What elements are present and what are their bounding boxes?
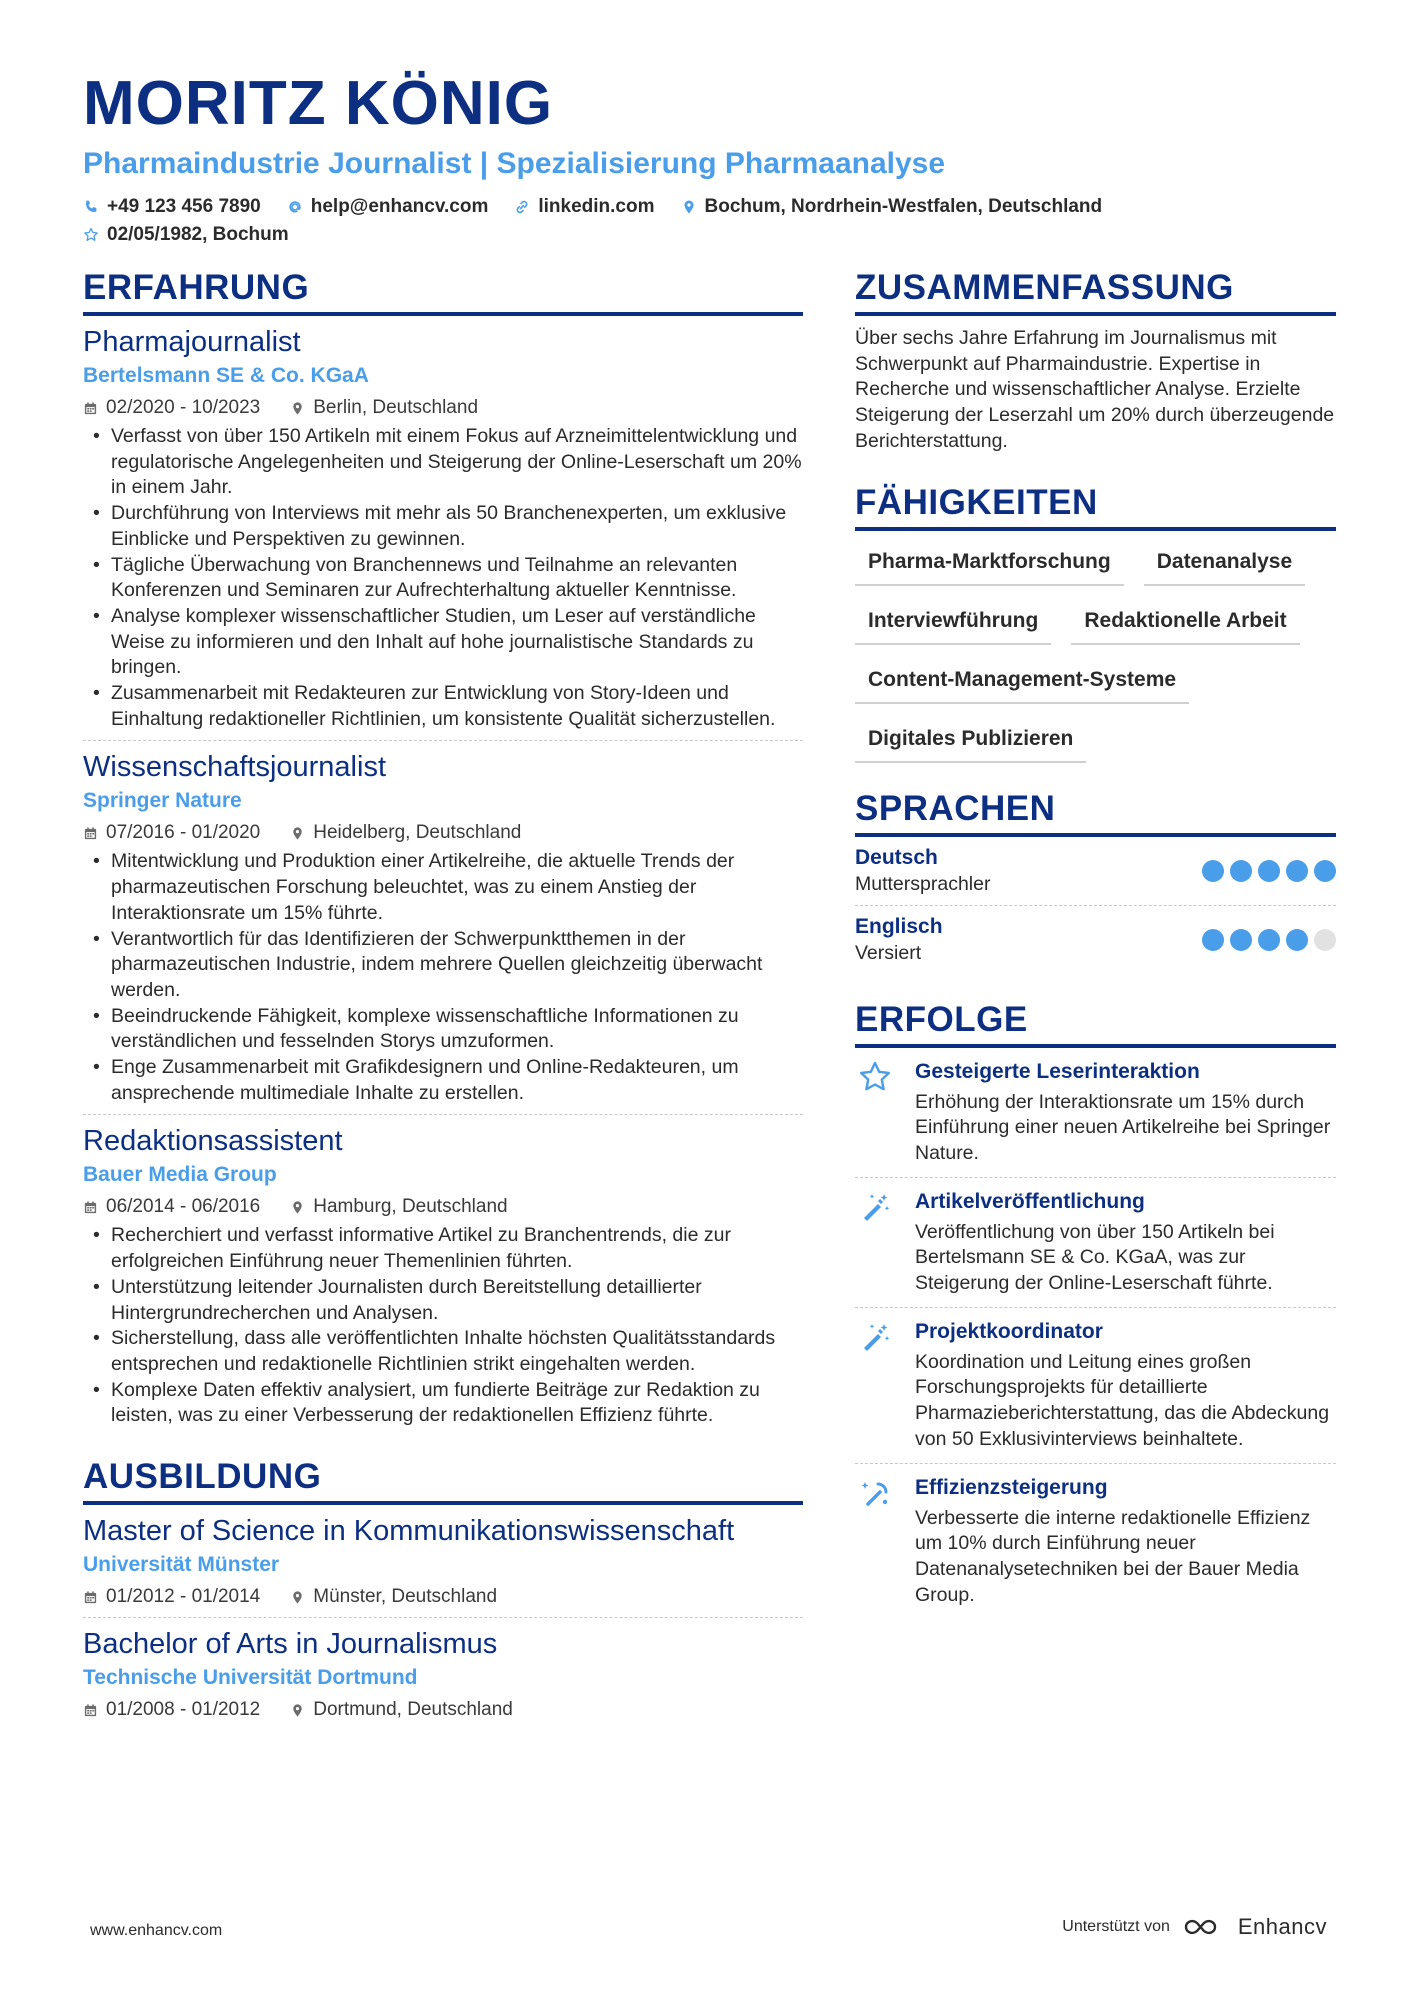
- school-name: Universität Münster: [83, 1553, 280, 1577]
- dates-text: 06/2014 - 06/2016: [106, 1196, 261, 1218]
- achievements-heading: ERFOLGE: [855, 1000, 1336, 1048]
- location-text: Münster, Deutschland: [313, 1586, 498, 1608]
- entry-location: [290, 821, 521, 845]
- languages-heading: SPRACHEN: [855, 789, 1336, 837]
- achievement-desc: Koordination und Leitung eines großen Forschungsprojekts für detaillierte Pharmazieberichterstattung, das die Abdeckung von 50 Exklusivinterviews beinhaltete.: [915, 1350, 1330, 1450]
- achievement-icon-wrap: [855, 1474, 895, 1609]
- bullet-item: • Beeindruckende Fähigkeit, komplexe wissenschaftliche Informationen zu verständlichen und fesselnden Storys umzuformen.: [83, 1004, 803, 1055]
- enhancv-brand: Enhancv: [1237, 1914, 1327, 1939]
- language-info: [855, 845, 990, 897]
- dates-text: 07/2016 - 01/2020: [106, 822, 261, 844]
- language-row: [855, 906, 1336, 974]
- entry-location: [290, 1585, 497, 1609]
- achievement-icon-wrap: [855, 1058, 895, 1167]
- achievement-title: Gesteigerte Leserinteraktion: [915, 1059, 1200, 1083]
- language-name: Englisch: [855, 914, 943, 938]
- job-bullets: [83, 424, 803, 732]
- experience-entry: [83, 316, 803, 741]
- education-heading: AUSBILDUNG: [83, 1457, 803, 1505]
- link-icon: [514, 199, 530, 215]
- email-text: help@enhancv.com: [310, 196, 489, 217]
- bullet-item: • Verantwortlich für das Identifizieren der Schwerpunktthemen in der pharmazeutischen Industrie, indem mehrere Quellen gleichzeitig überwacht werden.: [83, 927, 803, 1004]
- achievement-body: [915, 1058, 1336, 1167]
- footer-website[interactable]: www.enhancv.com: [90, 1922, 223, 1939]
- achievement-item: [855, 1048, 1336, 1178]
- school-name: Technische Universität Dortmund: [83, 1666, 418, 1690]
- summary-heading: ZUSAMMENFASSUNG: [855, 268, 1336, 316]
- calendar-icon: [83, 1200, 98, 1215]
- entry-dates: [83, 1698, 260, 1722]
- job-title: Wissenschaftsjournalist: [83, 751, 386, 784]
- education-entry: [83, 1505, 803, 1618]
- bullet-item: • Unterstützung leitender Journalisten durch Bereitstellung detaillierter Hintergrundrecherchen und Analysen.: [83, 1275, 803, 1326]
- calendar-icon: [83, 826, 98, 841]
- at-sign-icon: [287, 199, 303, 215]
- location-pin-icon: [290, 401, 305, 416]
- entry-meta: [83, 1195, 803, 1219]
- experience-entry: [83, 1115, 803, 1437]
- degree-title: Bachelor of Arts in Journalismus: [83, 1628, 498, 1661]
- language-row: [855, 837, 1336, 906]
- location-text: Bochum, Nordrhein-Westfalen, Deutschland: [704, 196, 1103, 217]
- achievement-item: [855, 1308, 1336, 1464]
- entry-dates: [83, 1585, 260, 1609]
- bullet-item: • Recherchiert und verfasst informative Artikel zu Branchentrends, die zur erfolgreichen Einführung neuer Themenlinien führten.: [83, 1223, 803, 1274]
- achievement-desc: Verbesserte die interne redaktionelle Effizienz um 10% durch Einführung neuer Datenanalysetechniken bei der Bauer Media Group.: [915, 1506, 1311, 1606]
- experience-entry: [83, 741, 803, 1115]
- bullet-item: • Verfasst von über 150 Artikeln mit einem Fokus auf Arzneimittelentwicklung und regulatorische Angelegenheiten und Steigerung der Online-Leserschaft um 20% in einem Jahr.: [83, 424, 803, 501]
- entry-location: [290, 1698, 513, 1722]
- language-level: Muttersprachler: [855, 872, 991, 895]
- contact-bar: [83, 196, 1263, 246]
- language-rating: [1202, 860, 1336, 882]
- calendar-icon: [83, 401, 98, 416]
- star-icon: [858, 1060, 892, 1094]
- rating-dot-empty: [1314, 929, 1336, 951]
- location-text: Berlin, Deutschland: [313, 397, 479, 418]
- dates-text: 01/2008 - 01/2012: [106, 1699, 261, 1721]
- achievement-desc: Veröffentlichung von über 150 Artikeln bei Bertelsmann SE & Co. KGaA, was zur Steigerung der Online-Leserschaft führte.: [915, 1220, 1275, 1295]
- company-name: Bertelsmann SE & Co. KGaA: [83, 364, 369, 387]
- wand-sparkle-icon: [858, 1476, 892, 1510]
- entry-dates: [83, 821, 260, 845]
- achievement-icon-wrap: [855, 1318, 895, 1453]
- powered-by-label: Unterstützt von: [1062, 1918, 1170, 1935]
- company-name: Bauer Media Group: [83, 1163, 277, 1187]
- bullet-item: • Analyse komplexer wissenschaftlicher Studien, um Leser auf verständliche Weise zu informieren und den Inhalt auf hohe journalistische Standards zu bringen.: [83, 604, 803, 681]
- degree-title: Master of Science in Kommunikationswissenschaft: [83, 1515, 735, 1548]
- rating-dot-filled: [1258, 929, 1280, 951]
- linkedin-text: linkedin.com: [538, 196, 655, 217]
- entry-location: [290, 396, 478, 420]
- bullet-item: • Tägliche Überwachung von Branchennews und Teilnahme an relevanten Konferenzen und Seminaren zur Aufrechterhaltung aktueller Kenntnisse.: [83, 553, 803, 604]
- achievement-icon-wrap: [855, 1188, 895, 1297]
- entry-meta: [83, 1698, 803, 1722]
- entry-location: [290, 1195, 507, 1219]
- skills-heading: FÄHIGKEITEN: [855, 483, 1336, 531]
- contact-birth: [83, 224, 289, 246]
- language-name: Deutsch: [855, 845, 938, 869]
- achievement-desc: Erhöhung der Interaktionsrate um 15% durch Einführung einer neuen Artikelreihe bei Springer Nature.: [915, 1090, 1331, 1164]
- education-entry: [83, 1618, 803, 1730]
- skill-tag: Datenanalyse: [1144, 543, 1305, 586]
- dates-text: 02/2020 - 10/2023: [106, 397, 261, 418]
- location-text: Dortmund, Deutschland: [313, 1699, 513, 1721]
- calendar-icon: [83, 1703, 98, 1718]
- job-bullets: [83, 849, 803, 1106]
- calendar-icon: [83, 1590, 98, 1605]
- contact-email[interactable]: [287, 196, 489, 218]
- achievement-body: [915, 1188, 1336, 1297]
- location-pin-icon: [681, 199, 697, 215]
- languages-list: [855, 837, 1336, 974]
- achievement-title: Artikelveröffentlichung: [915, 1189, 1145, 1213]
- entry-dates: [83, 1195, 260, 1219]
- bullet-item: • Durchführung von Interviews mit mehr als 50 Branchenexperten, um exklusive Einblicke und Perspektiven zu gewinnen.: [83, 501, 803, 552]
- job-title: Pharmajournalist: [83, 326, 301, 358]
- magic-wand-icon: [858, 1320, 892, 1354]
- bullet-item: • Mitentwicklung und Produktion einer Artikelreihe, die aktuelle Trends der pharmazeutischen Forschung beleuchtet, was zu einem Anstieg der Interaktionsrate um 15% führte.: [83, 849, 803, 926]
- skill-tag: Content-Management-Systeme: [855, 661, 1189, 704]
- summary-text: Über sechs Jahre Erfahrung im Journalismus mit Schwerpunkt auf Pharmaindustrie. Expertise in Recherche und wissenschaftlicher Analyse. Erzielte Steigerung der Leserzahl um 20% durch überzeugende Berichterstattung.: [855, 327, 1335, 452]
- rating-dot-filled: [1286, 860, 1308, 882]
- phone-text: +49 123 456 7890: [107, 196, 261, 217]
- rating-dot-filled: [1202, 860, 1224, 882]
- left-column: [83, 268, 803, 1730]
- birth-text: 02/05/1982, Bochum: [107, 224, 289, 245]
- rating-dot-filled: [1230, 929, 1252, 951]
- location-pin-icon: [290, 1703, 305, 1718]
- language-rating: [1202, 929, 1336, 951]
- achievement-body: [915, 1474, 1336, 1609]
- achievements-list: [855, 1048, 1336, 1619]
- contact-location: [681, 196, 1103, 218]
- job-title: Redaktionsassistent: [83, 1125, 343, 1158]
- footer-powered-by: [1062, 1914, 1327, 1940]
- bullet-item: • Komplexe Daten effektiv analysiert, um fundierte Beiträge zur Redaktion zu leisten, was zu einer Verbesserung der redaktionellen Effizienz führte.: [83, 1378, 803, 1429]
- skill-tag: Digitales Publizieren: [855, 720, 1086, 763]
- experience-heading: ERFAHRUNG: [83, 268, 803, 316]
- location-text: Hamburg, Deutschland: [313, 1196, 508, 1218]
- education-list: [83, 1505, 803, 1730]
- rating-dot-filled: [1314, 860, 1336, 882]
- skill-tag: Interviewführung: [855, 602, 1051, 645]
- entry-meta: [83, 1585, 803, 1609]
- rating-dot-filled: [1202, 929, 1224, 951]
- dates-text: 01/2012 - 01/2014: [106, 1586, 261, 1608]
- magic-wand-icon: [858, 1190, 892, 1224]
- job-bullets: [83, 1223, 803, 1429]
- phone-icon: [83, 199, 99, 215]
- entry-meta: [83, 821, 803, 845]
- skill-tag: Pharma-Marktforschung: [855, 543, 1124, 586]
- achievement-title: Effizienzsteigerung: [915, 1475, 1108, 1499]
- language-info: [855, 914, 943, 966]
- contact-phone[interactable]: [83, 196, 261, 218]
- candidate-name: MORITZ KÖNIG: [83, 69, 554, 138]
- company-name: Springer Nature: [83, 789, 242, 813]
- achievement-item: [855, 1178, 1336, 1308]
- rating-dot-filled: [1230, 860, 1252, 882]
- location-pin-icon: [290, 826, 305, 841]
- achievement-item: [855, 1464, 1336, 1619]
- achievement-title: Projektkoordinator: [915, 1319, 1103, 1343]
- candidate-headline: Pharmaindustrie Journalist | Spezialisierung Pharmaanalyse: [83, 147, 946, 180]
- entry-meta: [83, 396, 803, 420]
- location-pin-icon: [290, 1200, 305, 1215]
- location-pin-icon: [290, 1590, 305, 1605]
- bullet-item: • Enge Zusammenarbeit mit Grafikdesignern und Online-Redakteuren, um ansprechende multimediale Inhalte zu erstellen.: [83, 1055, 803, 1106]
- experience-list: [83, 316, 803, 1437]
- entry-dates: [83, 396, 260, 420]
- location-text: Heidelberg, Deutschland: [313, 822, 522, 844]
- right-column: [855, 268, 1336, 1618]
- resume-header: [83, 68, 1333, 246]
- bullet-item: • Zusammenarbeit mit Redakteuren zur Entwicklung von Story-Ideen und Einhaltung redaktioneller Richtlinien, um konsistente Qualität sicherzustellen.: [83, 681, 803, 732]
- enhancv-logo-icon: [1182, 1915, 1226, 1939]
- language-level: Versiert: [855, 941, 922, 964]
- star-outline-icon: [83, 227, 99, 243]
- bullet-item: • Sicherstellung, dass alle veröffentlichten Inhalte höchsten Qualitätsstandards entsprechen und redaktionelle Richtlinien strikt eingehalten werden.: [83, 1326, 803, 1377]
- skills-list: [855, 543, 1336, 763]
- skill-tag: Redaktionelle Arbeit: [1071, 602, 1299, 645]
- achievement-body: [915, 1318, 1336, 1453]
- rating-dot-filled: [1286, 929, 1308, 951]
- contact-linkedin[interactable]: [514, 196, 654, 218]
- rating-dot-filled: [1258, 860, 1280, 882]
